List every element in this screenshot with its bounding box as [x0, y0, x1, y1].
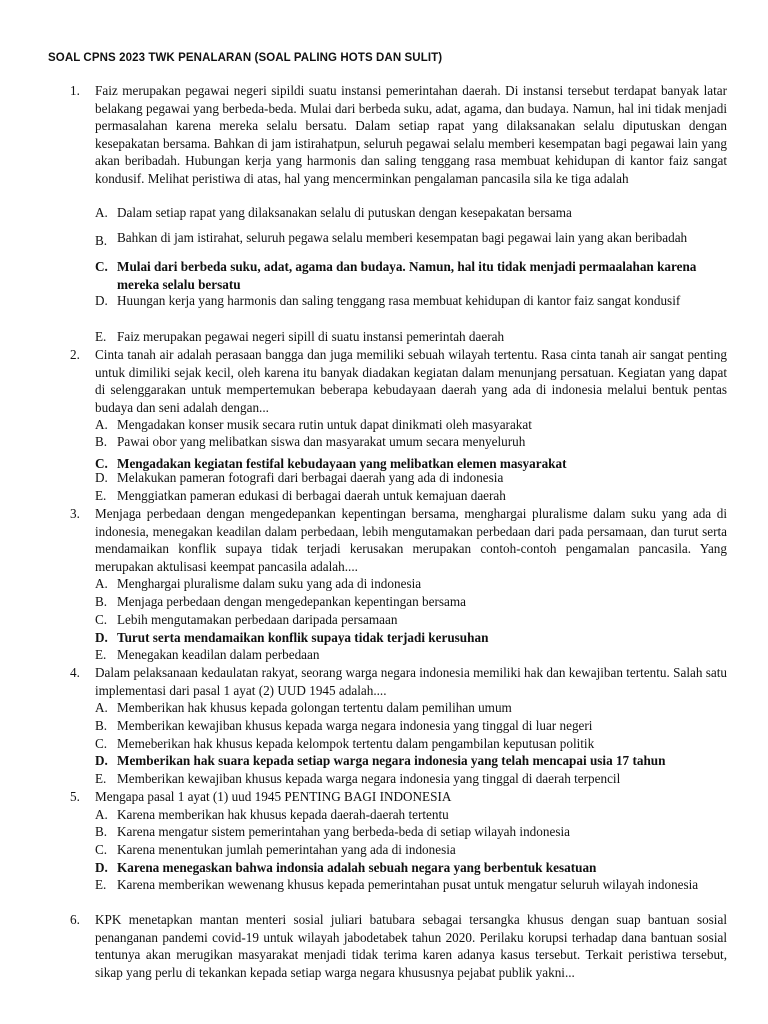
option-text: Memberikan hak suara kepada setiap warga negara indonesia yang telah mencapai usia 17 tahun — [117, 753, 666, 768]
option-letter: B. — [95, 718, 108, 733]
option-letter: E. — [95, 877, 107, 892]
question-3-option-e — [95, 646, 730, 664]
question-4-option-b — [95, 717, 730, 735]
option-letter: E. — [95, 771, 107, 786]
option-letter: B. — [95, 233, 108, 248]
option-letter: E. — [95, 329, 107, 344]
option-text: Karena mengatur sistem pemerintahan yang berbeda-beda di setiap wilayah indonesia — [117, 824, 570, 839]
question-2-option-d — [95, 469, 730, 487]
question-3-option-d — [95, 629, 730, 647]
option-letter: C. — [95, 259, 108, 274]
question-3-option-b — [95, 593, 730, 611]
question-4-option-d — [95, 752, 730, 770]
option-text: Menjaga perbedaan dengan mengedepankan kepentingan bersama — [117, 594, 466, 609]
option-letter: E. — [95, 488, 107, 503]
option-text: Menggiatkan pameran edukasi di berbagai daerah untuk kemajuan daerah — [117, 488, 506, 503]
question-1-number: 1. — [70, 83, 80, 98]
question-4-option-c — [95, 735, 730, 753]
question-1-text: Faiz merupakan pegawai negeri sipildi suatu instansi pemerintahan daerah. Di instansi tersebut terdapat banyak latar belakang pegawai yang berbeda-beda. Mulai dari berbeda suku, adat, agama, dan budaya. Namun, hal ini tidak menjadi permasalahan karena mereka selalu bersatu. Dalam setiap rapat yang dilaksanakan selalu diputuskan dengan kesepakatan bersama. Bahkan di jam istirahatpun, seluruh pegawai selalu memberi kesempatan bagi pegawai lain yang akan beribadah. Hubungan kerja yang harmonis dan saling tenggang rasa membuat kehidupan di kantor faiz sangat kondusif. Melihat peristiwa di atas, hal yang mencerminkan pengalaman pancasila sila ke tiga adalah — [95, 83, 727, 186]
question-5-option-d — [95, 859, 730, 877]
question-3-option-a — [95, 575, 730, 593]
option-letter: B. — [95, 434, 108, 449]
question-2-text: Cinta tanah air adalah perasaan bangga dan juga memiliki sebuah wilayah tertentu. Rasa cinta tanah air sangat penting untuk dimiliki sejak kecil, oleh karena itu banyak diadakan kegiatan dalam menunjang persatuan. Kegiatan yang dapat di selenggarakan untuk mempertemukan beberapa kebudayaan daerah yang ada di indonesia melalui bentuk pentas budaya dan seni adalah dengan... — [95, 347, 727, 415]
question-1-option-b — [95, 230, 730, 248]
option-letter: C. — [95, 456, 108, 471]
option-text: Karena menegaskan bahwa indonsia adalah sebuah negara yang berbentuk kesatuan — [117, 860, 597, 875]
option-text: Menghargai pluralisme dalam suku yang ada di indonesia — [117, 576, 422, 591]
option-letter: D. — [95, 753, 108, 768]
option-letter: C. — [95, 842, 108, 857]
question-5-option-e — [95, 876, 730, 894]
option-letter: A. — [95, 807, 108, 822]
option-text: Memberikan kewajiban khusus kepada warga negara indonesia yang tinggal di daerah terpencil — [117, 771, 621, 786]
question-6-text: KPK menetapkan mantan menteri sosial juliari batubara sebagai tersangka khusus dengan suap bantuan sosial penanganan pandemi covid-19 untuk wilayah jabodetabek tahun 2020. Perilaku korupsi terhadap dana bantuan sosial tentunya akan merugikan masyarakat menjadi tidak terima karen adanya kasus tersebut. Terkait peristiwa tersebut, sikap yang perlu di tekankan kepada setiap warga negara khususnya pejabat publik yakni... — [95, 912, 727, 980]
option-text: Memberikan hak khusus kepada golongan tertentu dalam pemilihan umum — [117, 700, 512, 715]
question-2-option-b — [95, 433, 730, 451]
option-text: Memeberikan hak khusus kepada kelompok tertentu dalam pengambilan keputusan politik — [117, 736, 595, 751]
question-4-number: 4. — [70, 665, 80, 680]
page-title: SOAL CPNS 2023 TWK PENALARAN (SOAL PALING HOTS DAN SULIT) — [48, 52, 443, 64]
option-letter: B. — [95, 594, 108, 609]
option-text: Melakukan pameran fotografi dari berbagai daerah yang ada di indonesia — [117, 470, 504, 485]
option-text: Bahkan di jam istirahat, seluruh pegawa selalu memberi kesempatan bagi pegawai lain yang akan beribadah — [117, 230, 688, 245]
option-letter: A. — [95, 576, 108, 591]
option-text: Dalam setiap rapat yang dilaksanakan selalu di putuskan dengan kesepakatan bersama — [117, 205, 572, 220]
option-text: Huungan kerja yang harmonis dan saling tenggang rasa membuat kehidupan di kantor faiz sangat kondusif — [117, 293, 681, 308]
option-text: Menegakan keadilan dalam perbedaan — [117, 647, 320, 662]
question-3-number: 3. — [70, 506, 80, 521]
option-text: Karena memberikan hak khusus kepada daerah-daerah tertentu — [117, 807, 449, 822]
question-4-text: Dalam pelaksanaan kedaulatan rakyat, seorang warga negara indonesia memiliki hak dan kewajiban tertentu. Salah satu implementasi dari pasal 1 ayat (2) UUD 1945 adalah.... — [95, 665, 727, 698]
question-3-option-c — [95, 611, 730, 629]
option-letter: A. — [95, 417, 108, 432]
option-letter: E. — [95, 647, 107, 662]
question-2-number: 2. — [70, 347, 80, 362]
question-6-number: 6. — [70, 912, 80, 927]
question-5-number: 5. — [70, 789, 80, 804]
option-text: Faiz merupakan pegawai negeri sipill di suatu instansi pemerintah daerah — [117, 329, 505, 344]
option-letter: A. — [95, 205, 108, 220]
question-5-text: Mengapa pasal 1 ayat (1) uud 1945 PENTING BAGI INDONESIA — [95, 789, 452, 804]
question-5-option-b — [95, 823, 730, 841]
option-letter: C. — [95, 612, 108, 627]
question-4-option-e — [95, 770, 730, 788]
option-letter: D. — [95, 470, 108, 485]
option-text: Mengadakan konser musik secara rutin untuk dapat dinikmati oleh masyarakat — [117, 417, 532, 432]
option-letter: D. — [95, 293, 108, 308]
question-4-option-a — [95, 699, 730, 717]
question-5-option-c — [95, 841, 730, 859]
question-1-option-e — [95, 328, 730, 346]
option-text: Karena memberikan wewenang khusus kepada pemerintahan pusat untuk mengatur seluruh wilayah indonesia — [117, 877, 699, 892]
question-5-option-a — [95, 806, 730, 824]
question-3-text: Menjaga perbedaan dengan mengedepankan kepentingan bersama, menghargai pluralisme dalam suku yang ada di indonesia, menegakan keadilan dalam perbedaan, lebih mengutamakan perbedaan dari pada persamaan, dan turut serta mendamaikan konflik supaya tidak terjadi kerusakan merupakan contoh-contoh pengamalan pancasila. Yang merupakan aktulisasi keempat pancasila adalah.... — [95, 506, 727, 574]
option-letter: A. — [95, 700, 108, 715]
question-1-option-d — [95, 292, 730, 310]
option-letter: B. — [95, 824, 108, 839]
question-1-option-c — [95, 258, 730, 293]
option-text: Memberikan kewajiban khusus kepada warga negara indonesia yang tinggal di luar negeri — [117, 718, 593, 733]
question-1-option-a — [95, 204, 730, 222]
question-2-option-a — [95, 416, 730, 434]
option-text: Mulai dari berbeda suku, adat, agama dan budaya. Namun, hal itu tidak menjadi permaalahan karena mereka selalu bersatu — [117, 259, 697, 292]
option-text: Mengadakan kegiatan festifal kebudayaan yang melibatkan elemen masyarakat — [117, 456, 567, 471]
option-text: Turut serta mendamaikan konflik supaya tidak terjadi kerusuhan — [117, 630, 489, 645]
option-text: Pawai obor yang melibatkan siswa dan masyarakat umum secara menyeluruh — [117, 434, 526, 449]
option-letter: D. — [95, 630, 108, 645]
option-text: Karena menentukan jumlah pemerintahan yang ada di indonesia — [117, 842, 456, 857]
question-2-option-e — [95, 487, 730, 505]
option-text: Lebih mengutamakan perbedaan daripada persamaan — [117, 612, 398, 627]
option-letter: D. — [95, 860, 108, 875]
option-letter: C. — [95, 736, 108, 751]
